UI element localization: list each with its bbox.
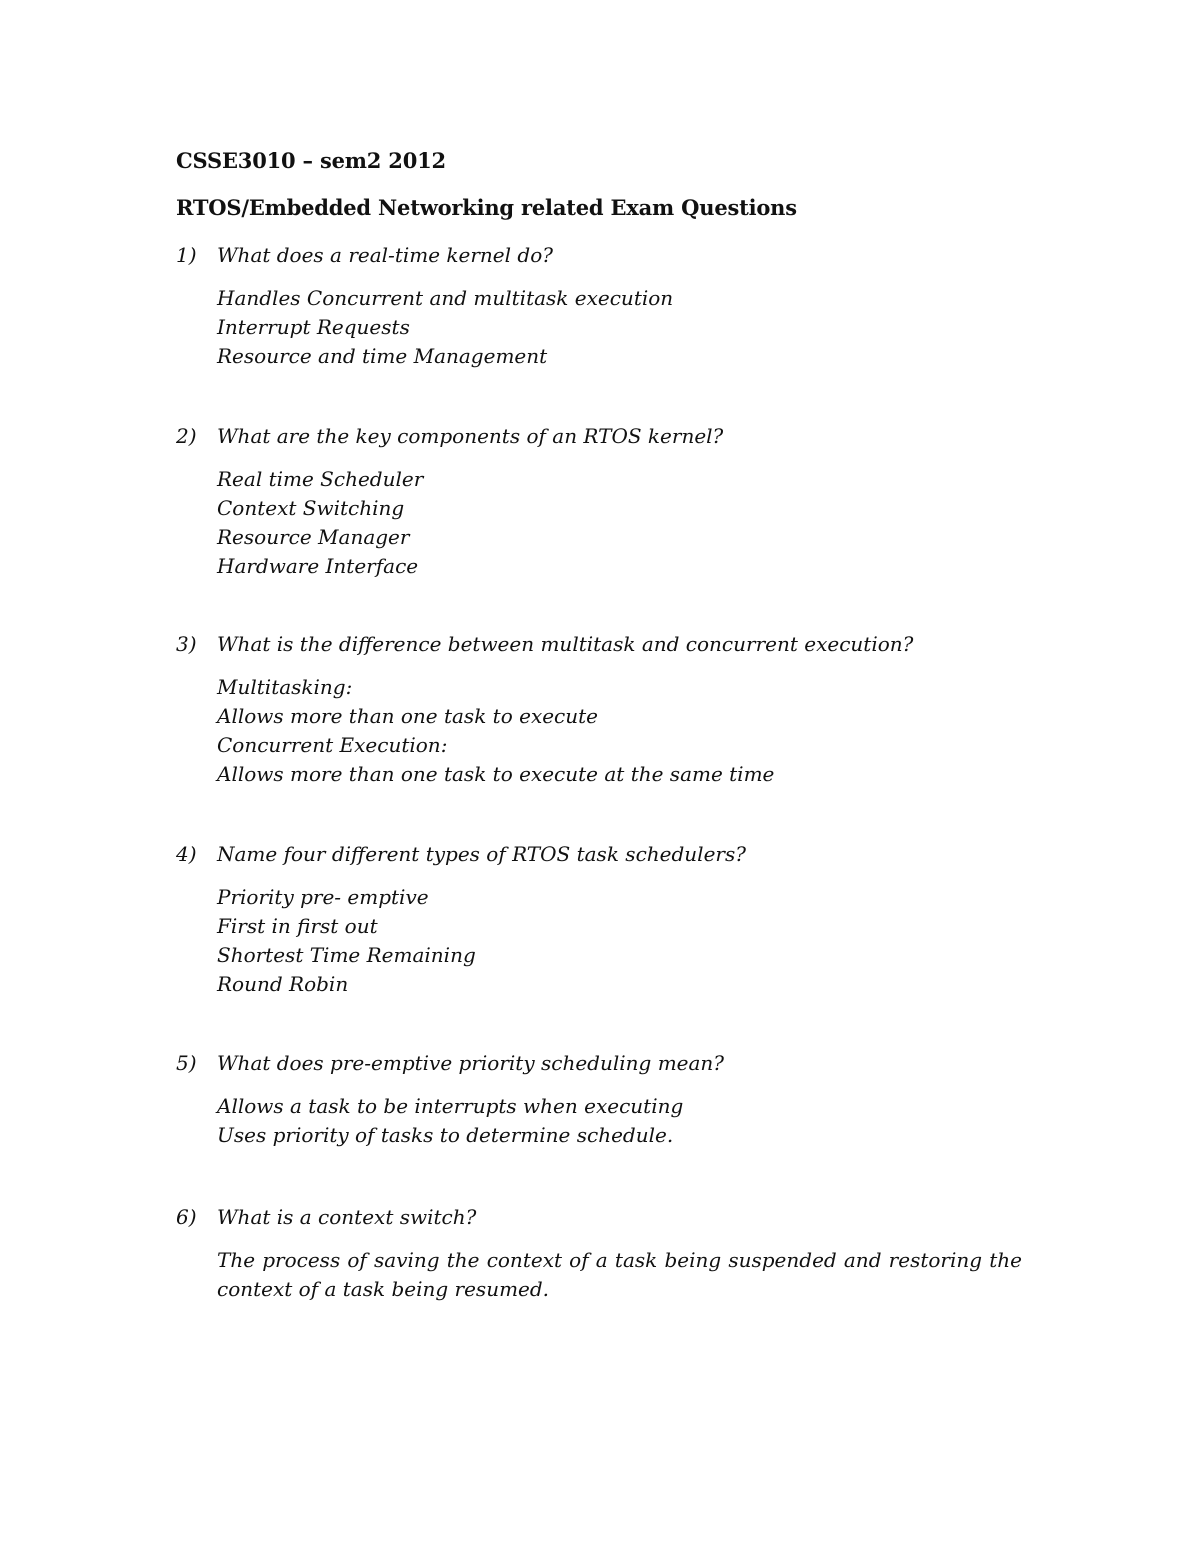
question-text: What is the difference between multitask and concurrent execution? [217, 632, 914, 656]
question-line [176, 1048, 1026, 1078]
question-line [176, 629, 1026, 659]
question-text: What does a real-time kernel do? [217, 243, 553, 267]
question-number: 3) [176, 632, 197, 656]
answer-line: Shortest Time Remaining [217, 943, 476, 967]
answer-line: Context Switching [217, 496, 405, 520]
question-line [176, 1202, 1026, 1232]
question-3 [176, 629, 1026, 789]
answer-line: Allows more than one task to execute [217, 704, 599, 728]
answer-line: The process of saving the context of a task being suspended and restoring the [217, 1248, 1022, 1272]
answer-paragraph [217, 1246, 1022, 1304]
question-number: 1) [176, 243, 197, 267]
question-line [176, 421, 1026, 451]
question-text: What are the key components of an RTOS kernel? [217, 424, 724, 448]
answer-list [217, 284, 1026, 371]
answer-list [217, 883, 1026, 999]
question-line [176, 240, 1026, 270]
answer-line: Uses priority of tasks to determine schedule. [217, 1123, 674, 1147]
answer-line: Multitasking: [217, 675, 353, 699]
question-number: 6) [176, 1205, 197, 1229]
answer-line: Round Robin [217, 972, 349, 996]
answer-line: Allows more than one task to execute at the same time [217, 762, 775, 786]
question-4 [176, 839, 1026, 999]
answer-line: Interrupt Requests [217, 315, 410, 339]
answer-line: Real time Scheduler [217, 467, 424, 491]
answer-line: Hardware Interface [217, 554, 419, 578]
course-heading: CSSE3010 – sem2 2012 [176, 148, 446, 173]
answer-line: First in first out [217, 914, 378, 938]
question-6 [176, 1202, 1026, 1304]
question-2 [176, 421, 1026, 581]
answer-list [217, 465, 1026, 581]
answer-line: Handles Concurrent and multitask execution [217, 286, 674, 310]
question-number: 4) [176, 842, 197, 866]
answer-line: Concurrent Execution: [217, 733, 448, 757]
question-text: What is a context switch? [217, 1205, 477, 1229]
question-text: What does pre-emptive priority scheduling mean? [217, 1051, 725, 1075]
answer-line: Allows a task to be interrupts when executing [217, 1094, 684, 1118]
answer-line: Resource Manager [217, 525, 410, 549]
document-title: RTOS/Embedded Networking related Exam Questions [176, 195, 797, 220]
answer-line: context of a task being resumed. [217, 1277, 550, 1301]
answer-list [217, 673, 1026, 789]
answer-list [217, 1092, 1026, 1150]
question-line [176, 839, 1026, 869]
question-5 [176, 1048, 1026, 1150]
answer-line: Priority pre- emptive [217, 885, 429, 909]
question-text: Name four different types of RTOS task schedulers? [217, 842, 746, 866]
question-number: 5) [176, 1051, 197, 1075]
question-number: 2) [176, 424, 197, 448]
question-1 [176, 240, 1026, 371]
answer-line: Resource and time Management [217, 344, 548, 368]
